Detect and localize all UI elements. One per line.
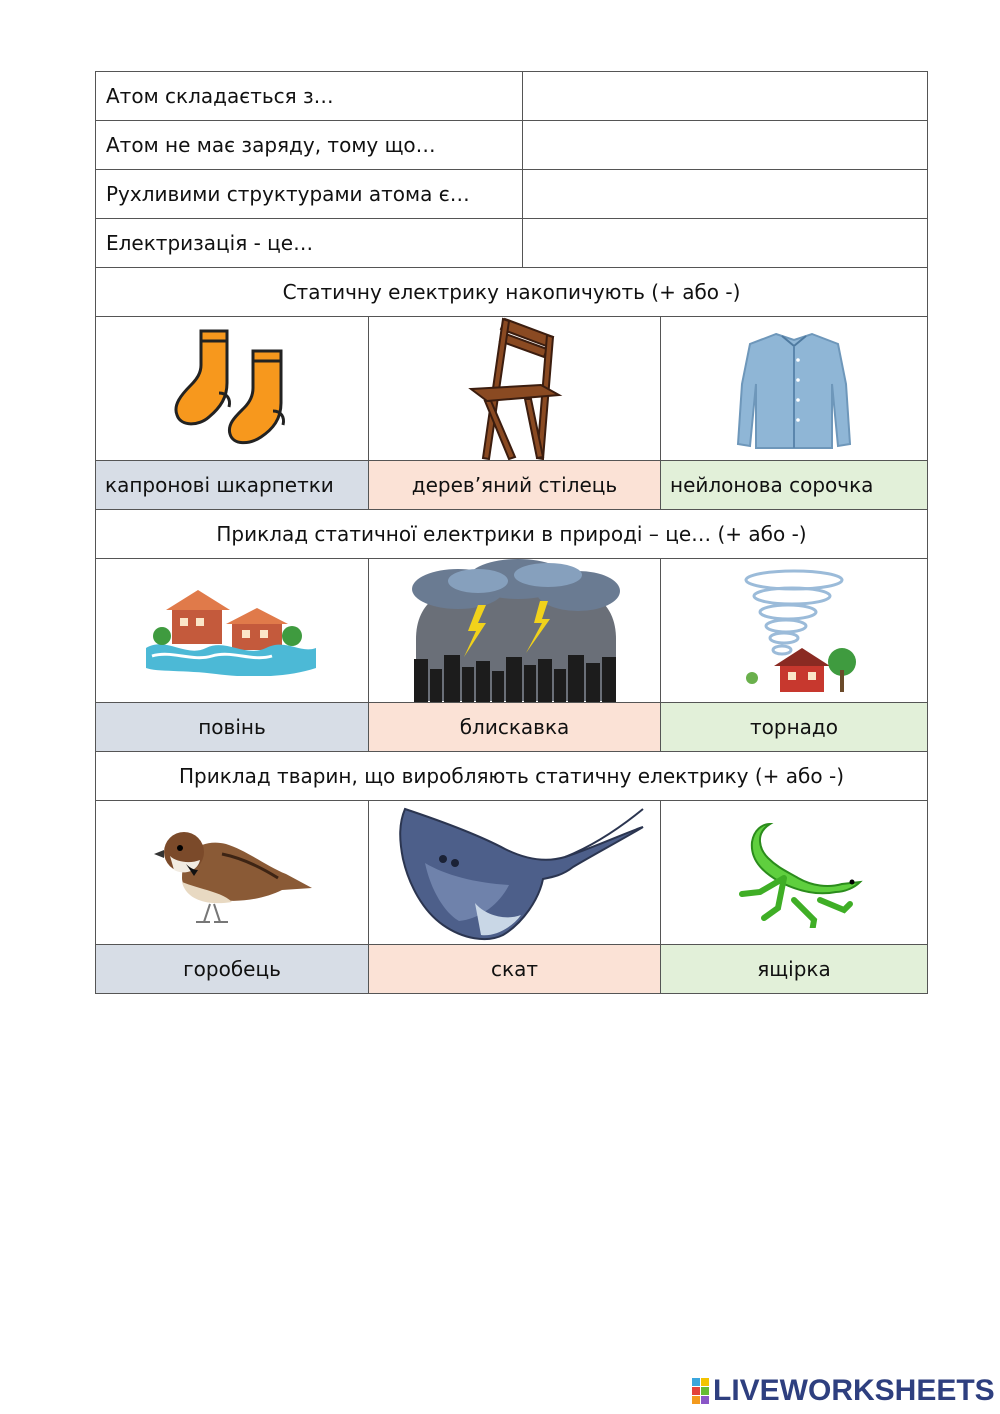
image-row — [95, 317, 928, 461]
section-title: Приклад тварин, що виробляють статичну електрику (+ або -) — [179, 764, 844, 788]
item-label[interactable]: блискавка — [369, 703, 661, 751]
label-row — [95, 461, 928, 510]
answer-cell — [523, 170, 927, 218]
item-label[interactable]: скат — [369, 945, 661, 993]
shirt-icon — [661, 317, 927, 460]
liveworksheets-logo-icon — [692, 1378, 709, 1404]
answer-input[interactable] — [523, 121, 927, 169]
question-row — [95, 121, 928, 170]
section-title-row — [95, 752, 928, 801]
lightning-icon — [369, 559, 661, 702]
answer-input[interactable] — [523, 170, 927, 218]
item-label[interactable]: капронові шкарпетки — [96, 461, 369, 509]
label-row — [95, 945, 928, 994]
question-label: Електризація - це… — [96, 219, 523, 267]
item-label[interactable]: повінь — [96, 703, 369, 751]
answer-input[interactable] — [523, 219, 927, 267]
question-row — [95, 71, 928, 121]
item-label[interactable]: дерев’яний стілець — [369, 461, 661, 509]
lizard-icon — [661, 801, 927, 944]
question-label: Рухливими структурами атома є… — [96, 170, 523, 218]
brand-text: LIVEWORKSHEETS — [713, 1374, 995, 1407]
socks-icon — [96, 317, 369, 460]
wooden-chair-icon — [369, 317, 661, 460]
section-title-row — [95, 268, 928, 317]
section-title-row — [95, 510, 928, 559]
tornado-icon — [661, 559, 927, 702]
answer-cell — [523, 72, 927, 120]
answer-cell — [523, 121, 927, 169]
label-row — [95, 703, 928, 752]
section-title: Приклад статичної електрики в природі – це… (+ або -) — [216, 522, 807, 546]
question-label: Атом не має заряду, тому що… — [96, 121, 523, 169]
item-label[interactable]: нейлонова сорочка — [661, 461, 927, 509]
answer-cell — [523, 219, 927, 267]
liveworksheets-logo — [692, 1374, 995, 1408]
image-row — [95, 559, 928, 703]
sparrow-icon — [96, 801, 369, 944]
answer-input[interactable] — [523, 72, 927, 120]
question-row — [95, 170, 928, 219]
question-label: Атом складається з… — [96, 72, 523, 120]
item-label[interactable]: горобець — [96, 945, 369, 993]
image-row — [95, 801, 928, 945]
section-title: Статичну електрику накопичують (+ або -) — [282, 280, 741, 304]
worksheet-table — [95, 71, 928, 994]
flood-icon — [96, 559, 369, 702]
stingray-icon — [369, 801, 661, 944]
item-label[interactable]: ящірка — [661, 945, 927, 993]
item-label[interactable]: торнадо — [661, 703, 927, 751]
question-row — [95, 219, 928, 268]
